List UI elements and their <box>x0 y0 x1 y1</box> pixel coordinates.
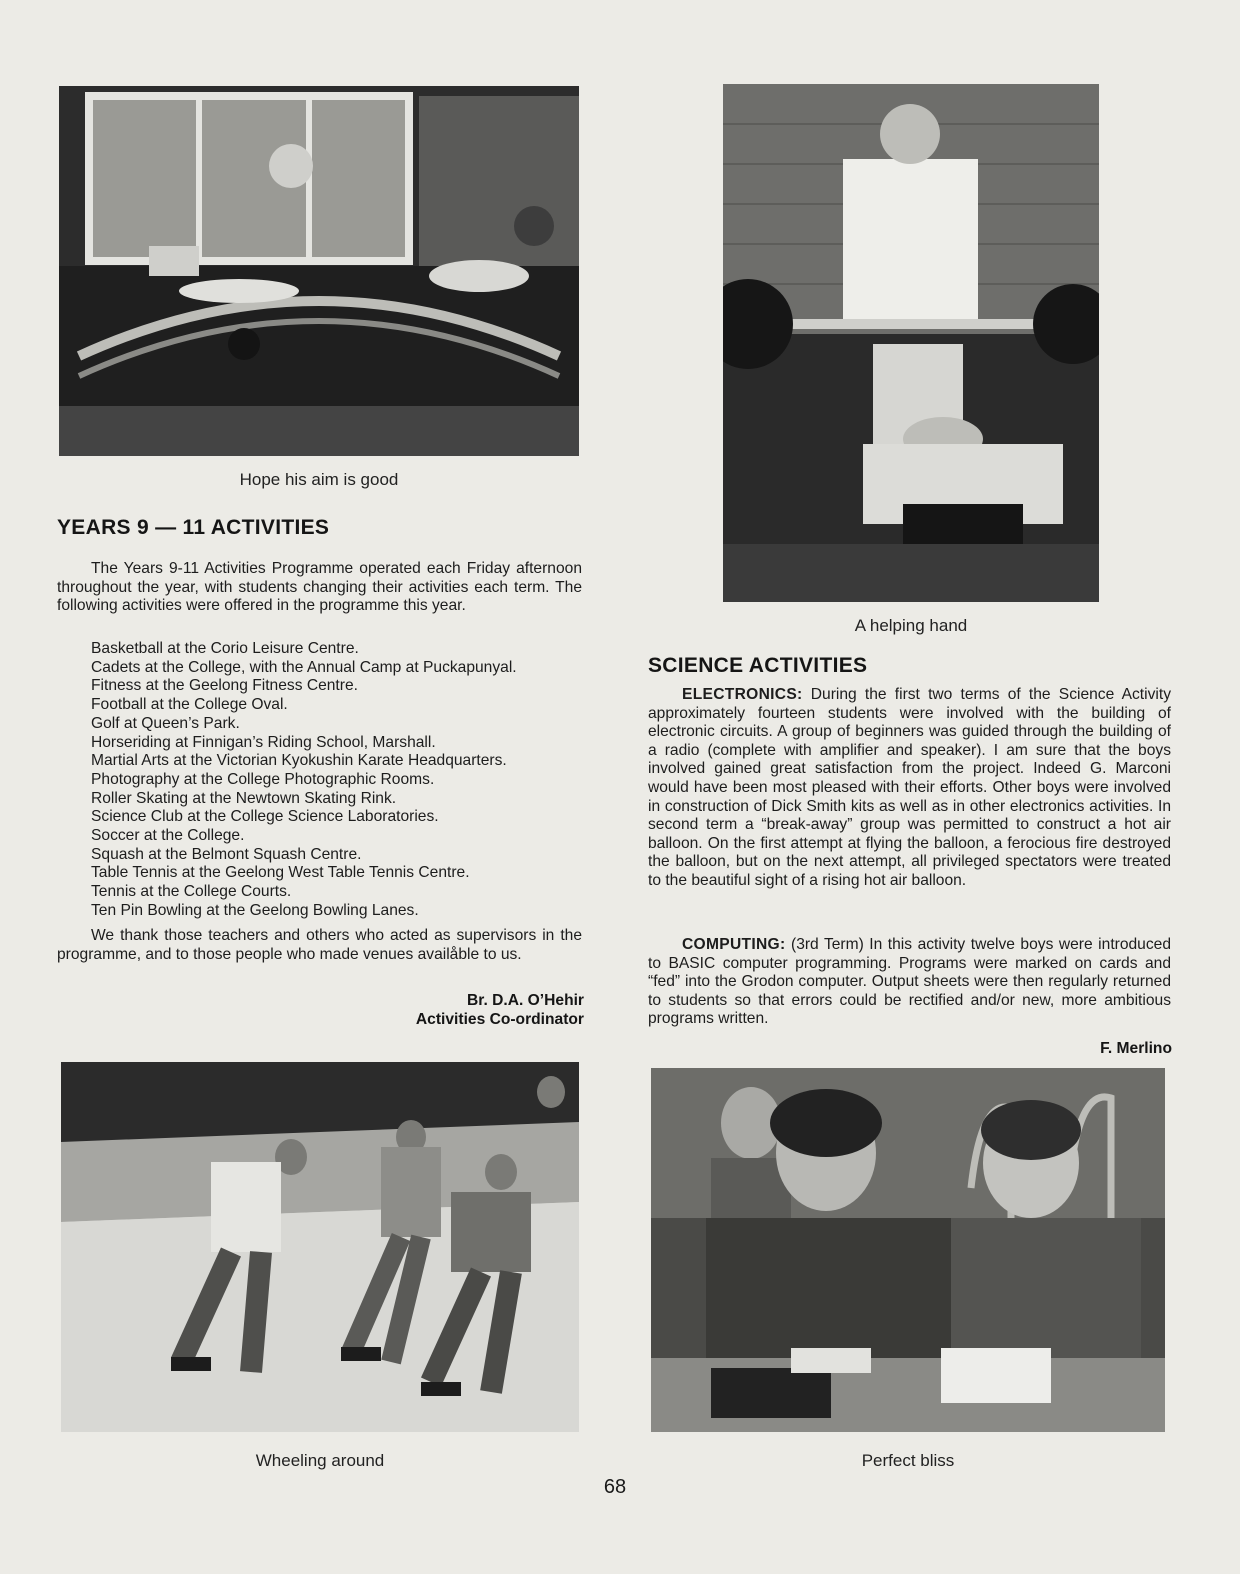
computing-paragraph: COMPUTING: (3rd Term) In this activity twelve boys were introduced to BASIC computer programming. Programs were marked on cards and “fed” into the Grodon computer. Output sheets were then regularly returned to students so that errors could be rectified and/or new, more ambitious programs written. <box>648 936 1172 1028</box>
list-item: Table Tennis at the Geelong West Table Tennis Centre. <box>91 864 470 882</box>
list-item: Tennis at the College Courts. <box>91 883 292 901</box>
thanks-paragraph: We thank those teachers and others who acted as supervisors in the programme, and to those people who made venues availåble to us. <box>57 927 582 963</box>
list-item: Cadets at the College, with the Annual Camp at Puckapunyal. <box>91 658 517 676</box>
years-activities-heading: YEARS 9 — 11 ACTIVITIES <box>57 516 330 539</box>
list-item: Soccer at the College. <box>91 827 245 845</box>
photo-caption: Wheeling around <box>255 1451 385 1470</box>
list-item: Basketball at the Corio Leisure Centre. <box>91 640 359 657</box>
page-number: 68 <box>603 1476 627 1498</box>
photo-roller-skating <box>61 1062 579 1432</box>
list-item: Squash at the Belmont Squash Centre. <box>91 845 362 863</box>
signature-title: Activities Co-ordinator <box>415 1011 584 1028</box>
list-item: Photography at the College Photographic Rooms. <box>91 770 435 788</box>
photo-computing-students <box>651 1068 1165 1432</box>
electronics-paragraph: ELECTRONICS: During the first two terms of the Science Activity approximately fourteen students were involved with the building of electronic circuits. A group of beginners was guided through the building of a radio (complete with amplifier and speaker). I am sure that the boys involved gained great satisfaction from the project. Indeed G. Marconi would have been most pleased with their efforts. Other boys were involved in construction of Dick Smith kits as well as in other electronics activities. In second term a “break-away” group was permitted to construct a hot air balloon. On the first attempt at flying the balloon, a ferocious fire destroyed the balloon, but on the next attempt, all privileged spectators were treated to the beautiful sight of a rising hot air balloon. <box>648 686 1171 889</box>
photo-caption: A helping hand <box>854 616 968 635</box>
list-item: Football at the College Oval. <box>91 696 288 714</box>
list-item: Roller Skating at the Newtown Skating Rink. <box>91 789 397 807</box>
science-signature: F. Merlino <box>1100 1040 1172 1057</box>
electronics-label: ELECTRONICS: <box>682 686 803 703</box>
science-activities-heading: SCIENCE ACTIVITIES <box>648 654 868 677</box>
list-item: Golf at Queen’s Park. <box>91 714 240 732</box>
photo-gym-situps <box>59 86 579 456</box>
list-item: Ten Pin Bowling at the Geelong Bowling Lanes. <box>91 901 419 919</box>
list-item: Fitness at the Geelong Fitness Centre. <box>91 677 358 695</box>
list-item: Science Club at the College Science Laboratories. <box>91 808 439 826</box>
photo-caption: Hope his aim is good <box>239 470 399 489</box>
years-intro-paragraph: The Years 9-11 Activities Programme operated each Friday afternoon throughout the year, with students changing their activities each term. The following activities were offered in the programme this year. <box>57 560 582 615</box>
activities-list <box>91 640 591 921</box>
list-item: Martial Arts at the Victorian Kyokushin Karate Headquarters. <box>91 752 507 770</box>
signature-name: Br. D.A. O’Hehir <box>467 992 584 1009</box>
photo-caption: Perfect bliss <box>861 1451 955 1470</box>
computing-label: COMPUTING: <box>682 936 786 953</box>
photo-weight-bench <box>723 84 1099 602</box>
years-signature <box>300 991 584 1029</box>
list-item: Horseriding at Finnigan’s Riding School, Marshall. <box>91 733 436 751</box>
